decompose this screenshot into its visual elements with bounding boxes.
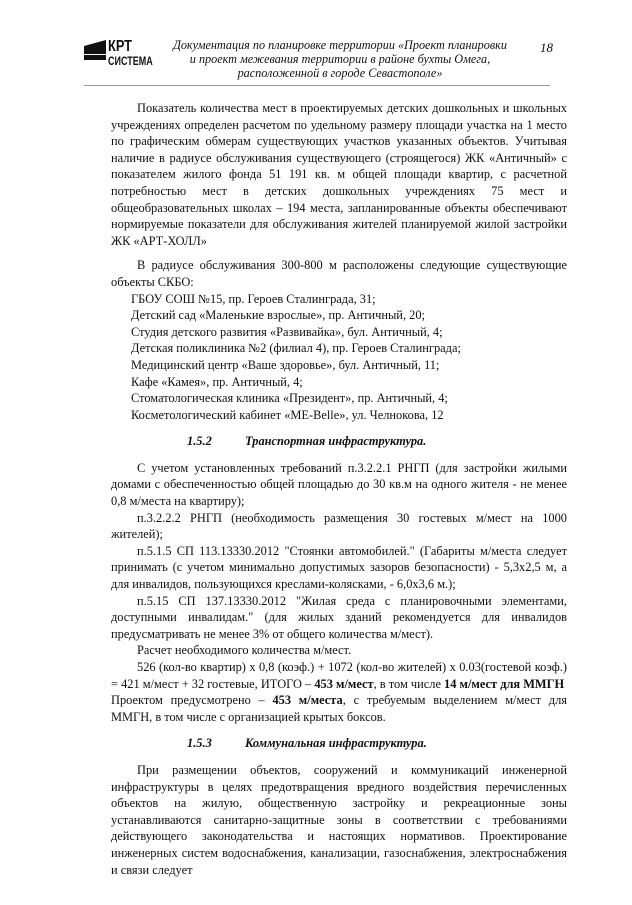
document-body bbox=[111, 100, 567, 878]
section-title: Коммунальная инфраструктура. bbox=[245, 736, 427, 751]
section-number: 1.5.2 bbox=[187, 434, 212, 449]
calc-total: 453 м/мест bbox=[314, 676, 374, 691]
section-heading-utilities bbox=[111, 735, 567, 752]
header-divider bbox=[84, 85, 550, 86]
header-title-line: и проект межевания территории в районе бухты Омега, bbox=[189, 52, 491, 66]
provision-text: , с требуемым выделением м/мест для ММГН, в том числе с организацией крытых боксов. bbox=[111, 693, 567, 724]
section-number: 1.5.3 bbox=[187, 736, 212, 751]
intro-paragraph: Показатель количества мест в проектируемых детских дошкольных и школьных учреждениях определен расчетом по удельному размеру площади участка на 1 место по графическим обмерам существующих участков указанных объектов. Учитывая наличие в радиусе обслуживания существующего (строящегося) ЖК «Античный» с показателем жилого фонда 51 191 кв. м общей площади квартир, с расчетной потребностью мест в детских дошкольных учреждениях 75 мест и общеобразовательных школах – 194 места, запланированные объекты обеспечивают нормируемые показатели для обслуживания жителей планируемой жилой застройки ЖК «АРТ-ХОЛЛ» bbox=[111, 101, 567, 248]
list-item: Медицинский центр «Ваше здоровье», бул. Античный, 11; bbox=[131, 357, 440, 372]
calc-mmgn: 14 м/мест для ММГН bbox=[444, 676, 565, 691]
skbo-list bbox=[111, 291, 567, 424]
logo-mark-icon bbox=[84, 40, 106, 60]
transport-paragraph: Расчет необходимого количества м/мест. bbox=[137, 643, 352, 658]
company-logo bbox=[84, 38, 153, 70]
header-title-line: Документация по планировке территории «Проект планировки bbox=[173, 38, 507, 52]
calc-text: 526 (кол-во квартир) х 0,8 (коэф.) + 1072 (кол-во жителей) х 0.03(гостевой коэф.) = 421 м/мест + 32 гостевые, ИТОГО – bbox=[111, 660, 567, 691]
list-item: Стоматологическая клиника «Президент», пр. Античный, 4; bbox=[131, 391, 448, 406]
transport-paragraph: С учетом установленных требований п.3.2.2.1 РНГП (для застройки жилыми домами с обеспеченностью общей площадью до 30 кв.м на одного жителя - не менее 0,8 м/места на квартиру); bbox=[111, 460, 567, 509]
parking-calculation bbox=[111, 659, 567, 692]
logo-text-primary: КРТ bbox=[108, 38, 132, 55]
document-header-title bbox=[160, 38, 520, 80]
provision-total: 453 м/места bbox=[272, 693, 343, 708]
list-item: Детская поликлиника №2 (филиал 4), пр. Героев Сталинграда; bbox=[131, 341, 461, 356]
calc-text: , в том числе bbox=[373, 676, 445, 691]
list-item: Косметологический кабинет «ME-Belle», ул. Челнокова, 12 bbox=[131, 407, 444, 422]
list-item: ГБОУ СОШ №15, пр. Героев Сталинграда, 31; bbox=[131, 291, 376, 306]
list-item: Детский сад «Маленькие взрослые», пр. Античный, 20; bbox=[131, 308, 425, 323]
section-title: Транспортная инфраструктура. bbox=[245, 434, 427, 449]
page-number: 18 bbox=[540, 40, 553, 55]
skbo-intro-paragraph: В радиусе обслуживания 300-800 м расположены следующие существующие объекты СКБО: bbox=[111, 258, 567, 289]
logo-text-secondary: СИСТЕМА bbox=[108, 54, 153, 68]
parking-provision bbox=[111, 692, 567, 725]
list-item: Кафе «Камея», пр. Античный, 4; bbox=[131, 374, 303, 389]
provision-text: Проектом предусмотрено – bbox=[111, 693, 273, 708]
transport-paragraph: п.5.1.5 СП 113.13330.2012 "Стоянки автомобилей." (Габариты м/места следует принимать (с учетом минимально допустимых зазоров безопасности) - 5,3х2,5 м, а для инвалидов, пользующихся креслами-колясками, - 6,0х3,6 м.); bbox=[111, 543, 567, 592]
transport-paragraph: п.3.2.2.2 РНГП (необходимость размещения 30 гостевых м/мест на 1000 жителей); bbox=[111, 510, 567, 542]
header-title-line: расположенной в городе Севастополе» bbox=[237, 66, 443, 80]
utilities-paragraph: При размещении объектов, сооружений и коммуникаций инженерной инфраструктуры в целях предотвращения вредного воздействия перечисленных объектов на жилую, общественную застройку и рекреационные зоны устанавливаются санитарно-защитные зоны в соответствии с требованиями действующего законодательства и настоящих нормативов. Проектирование инженерных систем водоснабжения, канализации, газоснабжения, электроснабжения и связи следует bbox=[111, 762, 567, 877]
section-heading-transport bbox=[111, 433, 567, 450]
transport-paragraph: п.5.15 СП 137.13330.2012 "Жилая среда с планировочными элементами, доступными инвалидам." (для жилых зданий рекомендуется для инвалидов предусматривать не менее 3% от общего количества м/мест). bbox=[111, 593, 567, 641]
list-item: Студия детского развития «Развивайка», бул. Античный, 4; bbox=[131, 324, 443, 339]
